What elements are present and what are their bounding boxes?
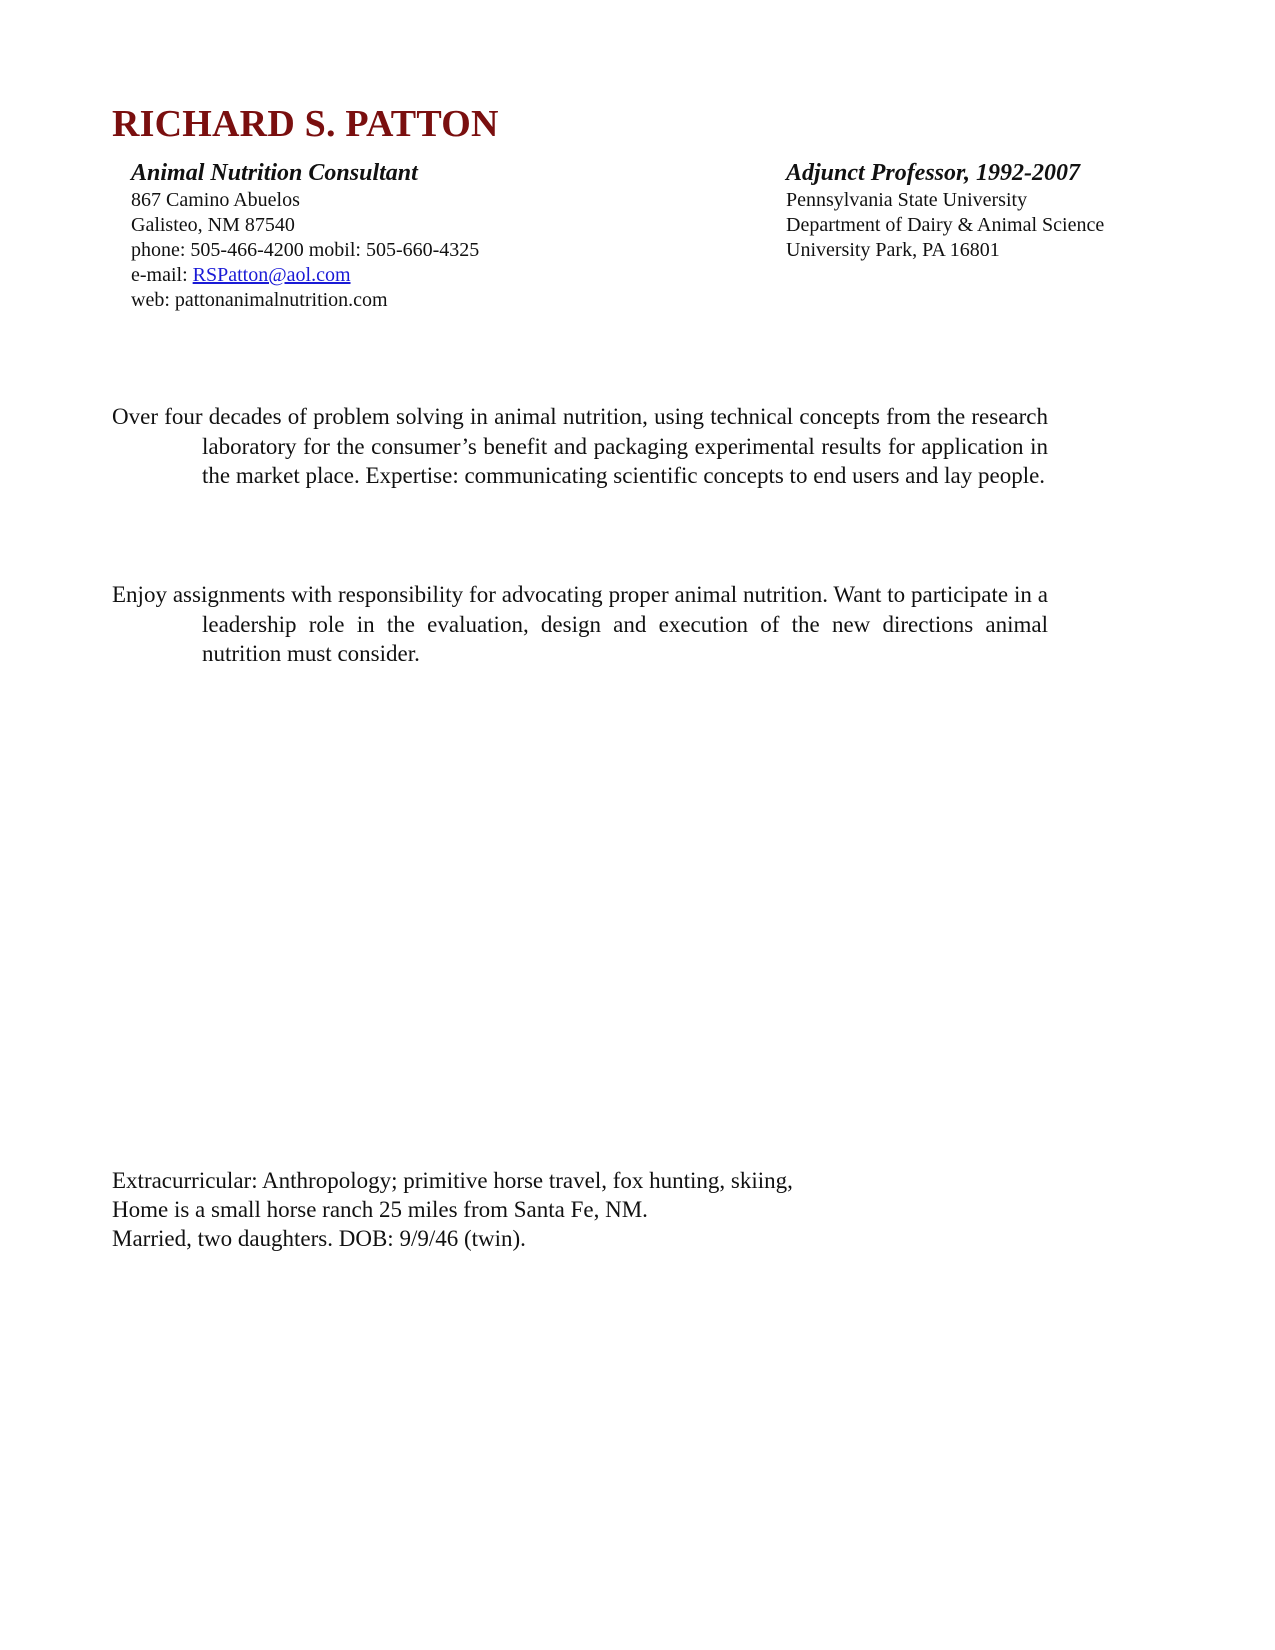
city-state-zip: Galisteo, NM 87540 xyxy=(131,214,295,236)
candidate-name: RICHARD S. PATTON xyxy=(112,103,499,145)
consultant-contact-block xyxy=(131,158,479,313)
home-line: Home is a small horse ranch 25 miles from Santa Fe, NM. xyxy=(112,1197,648,1222)
personal-section xyxy=(112,1166,793,1253)
professor-contact-block xyxy=(786,158,1104,263)
website: web: pattonanimalnutrition.com xyxy=(131,289,388,311)
email-label: e-mail: xyxy=(131,264,193,286)
phone-numbers: phone: 505-466-4200 mobil: 505-660-4325 xyxy=(131,239,480,261)
street-address: 867 Camino Abuelos xyxy=(131,189,300,211)
university-name: Pennsylvania State University xyxy=(786,189,1028,211)
extracurricular-line: Extracurricular: Anthropology; primitive horse travel, fox hunting, skiing, xyxy=(112,1168,793,1193)
department-name: Department of Dairy & Animal Science xyxy=(786,214,1105,236)
professor-title: Adjunct Professor, 1992-2007 xyxy=(786,160,1081,186)
objective-paragraph: Enjoy assignments with responsibility for advocating proper animal nutrition. Want to participate in a leadership role in the evaluation, design and execution of the new directions animal nutrition must consider. xyxy=(112,582,1048,667)
email-link[interactable]: RSPatton@aol.com xyxy=(192,264,351,286)
family-line: Married, two daughters. DOB: 9/9/46 (twin). xyxy=(112,1226,526,1251)
email-line xyxy=(131,263,479,288)
summary-paragraph: Over four decades of problem solving in animal nutrition, using technical concepts from the research laboratory for the consumer’s benefit and packaging experimental results for application in the market place. Expertise: communicating scientific concepts to end users and lay people. xyxy=(112,404,1048,489)
consultant-title: Animal Nutrition Consultant xyxy=(131,160,418,186)
university-address: University Park, PA 16801 xyxy=(786,239,1000,261)
